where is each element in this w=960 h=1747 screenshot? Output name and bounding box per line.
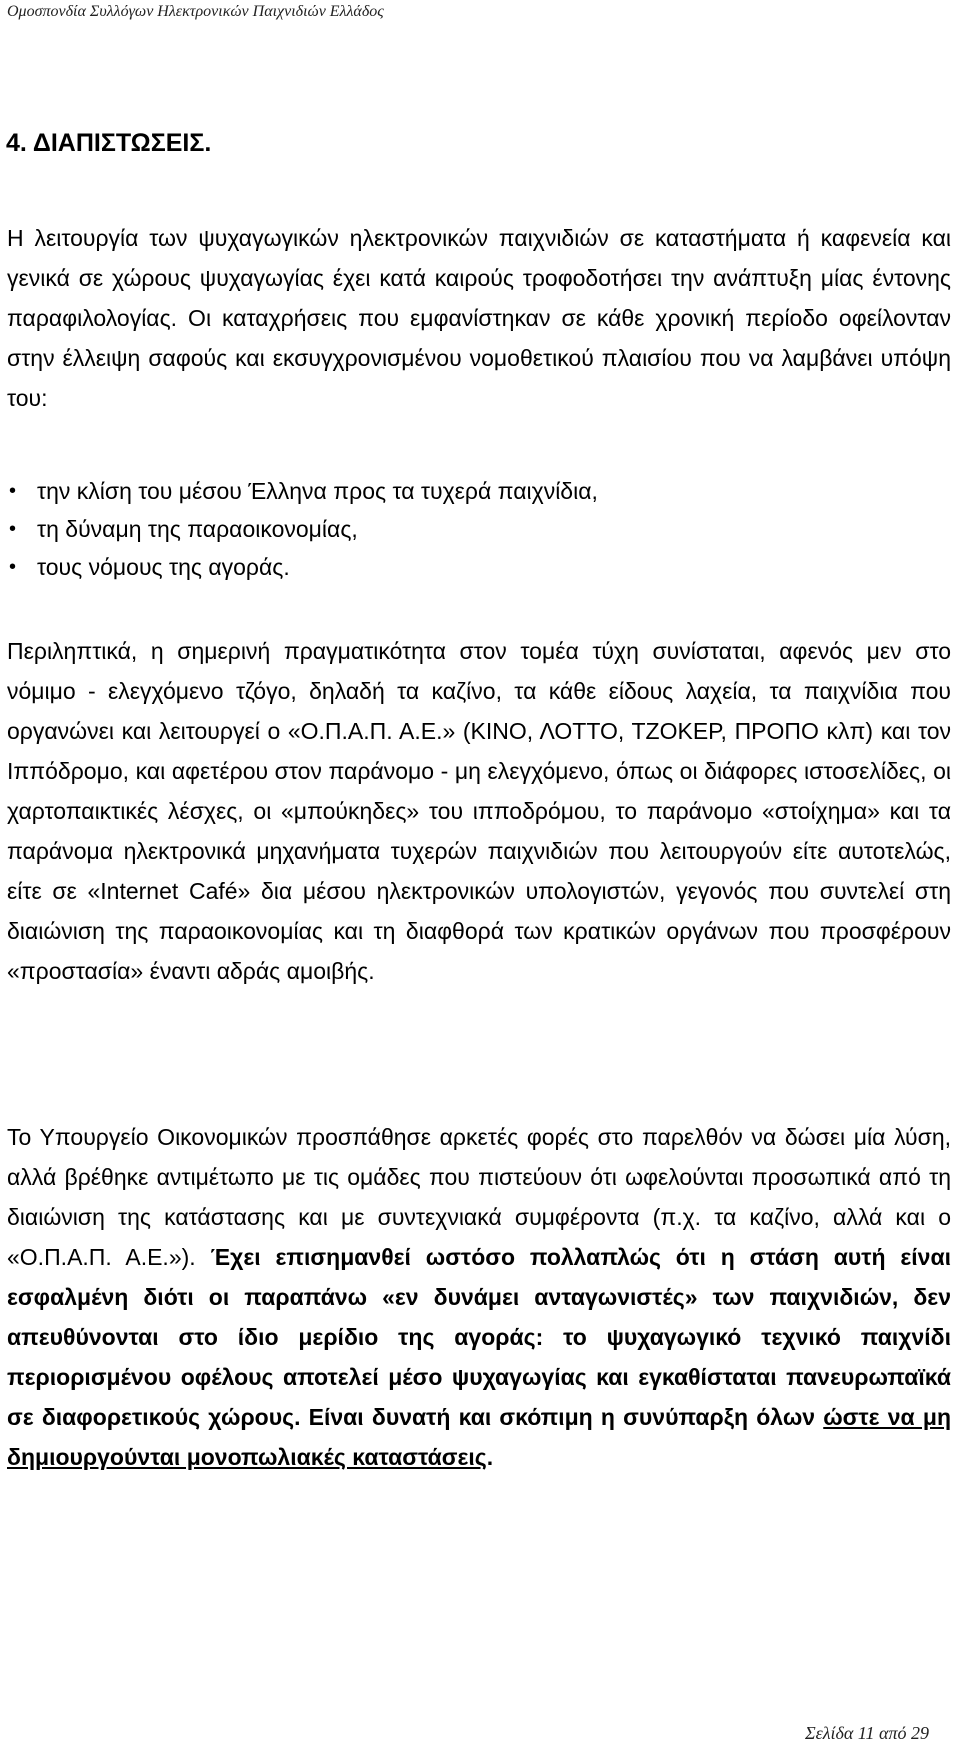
paragraph-ministry-emphasis: Έχει επισημανθεί ωστόσο πολλαπλώς ότι η στάση αυτή είναι εσφαλμένη διότι οι παραπάνω «εν δυνάμει ανταγωνιστές» των παιχνιδιών, δεν απευθύνονται στο ίδιο μερίδιο της αγοράς: το ψυχαγωγικό τεχνικό παιχνίδι περιορισμένου οφέλους αποτελεί μέσο ψυχαγωγίας και εγκαθίσταται πανευρωπαϊκά σε διαφορετικούς χώρους. Είναι δυνατή και σκόπιμη η συνύπαρξη όλων xyxy=(7,1244,951,1430)
bullet-text: την κλίση του μέσου Έλληνα προς τα τυχερά παιχνίδια, xyxy=(37,478,598,504)
paragraph-ministry-end: . xyxy=(486,1444,494,1470)
paragraph-intro: Η λειτουργία των ψυχαγωγικών ηλεκτρονικών παιχνιδιών σε καταστήματα ή καφενεία και γενικά σε χώρους ψυχαγωγίας έχει κατά καιρούς τροφοδοτήσει την ανάπτυξη μίας έντονης παραφιλολογίας. Οι καταχρήσεις που εμφανίστηκαν σε κάθε χρονική περίοδο οφείλονταν στην έλλειψη σαφούς και εκσυγχρονισμένου νομοθετικού πλαισίου που να λαμβάνει υπόψη του: xyxy=(7,225,951,411)
bullet-icon: • xyxy=(9,480,17,502)
page-number: Σελίδα 11 από 29 xyxy=(804,1723,929,1743)
paragraph-summary: Περιληπτικά, η σημερινή πραγματικότητα στον τομέα τύχη συνίσταται, αφενός μεν στο νόμιμο - ελεγχόμενο τζόγο, δηλαδή τα καζίνο, τα κάθε είδους λαχεία, τα παιχνίδια που οργανώνει και λειτουργεί ο «Ο.Π.Α.Π. Α.Ε.» (ΚΙΝΟ, ΛΟΤΤΟ, ΤΖΟΚΕΡ, ΠΡΟΠΟ κλπ) και τον Ιππόδρομο, και αφετέρου στον παράνομο - μη ελεγχόμενο, όπως οι διάφορες ιστοσελίδες, οι χαρτοπαικτικές λέσχες, οι «μπούκηδες» του ιπποδρόμου, το παράνομο «στοίχημα» και τα παράνομα ηλεκτρονικά μηχανήματα τυχερών παιχνιδιών που λειτουργούν είτε αυτοτελώς, είτε σε «Internet Café» δια μέσου ηλεκτρονικών υπολογιστών, γεγονός που συντελεί στη διαιώνιση της παραοικονομίας και τη διαφθορά των κρατικών οργάνων που προσφέρουν «προστασία» έναντι αδράς αμοιβής. xyxy=(7,638,951,984)
bullet-item xyxy=(0,510,561,548)
paragraph-ministry-normal: Το Υπουργείο Οικονομικών προσπάθησε αρκετές φορές στο παρελθόν να δώσει μία λύση, αλλά βρέθηκε αντιμέτωπο με τις ομάδες που πιστεύουν ότι ωφελούνται προσωπικά από τη διαιώνιση της κατάστασης και με συντεχνιακά συμφέροντα (π.χ. τα καζίνο, αλλά και ο «Ο.Π.Α.Π. Α.Ε.»). xyxy=(7,1124,951,1270)
bullet-item xyxy=(0,548,561,586)
bullet-item xyxy=(0,472,598,510)
bullet-icon: • xyxy=(9,518,17,540)
bullet-icon: • xyxy=(9,556,17,578)
bullet-text: τους νόμους της αγοράς. xyxy=(37,554,290,580)
section-heading: 4. ΔΙΑΠΙΣΤΩΣΕΙΣ. xyxy=(6,129,212,157)
bullet-text: τη δύναμη της παραοικονομίας, xyxy=(37,516,358,542)
running-header: Ομοσπονδία Συλλόγων Ηλεκτρονικών Παιχνιδιών Ελλάδος xyxy=(7,3,384,20)
bullet-list xyxy=(0,472,598,586)
paragraph-ministry-underlined: ώστε να μη δημιουργούνται μονοπωλιακές καταστάσεις xyxy=(7,1404,951,1470)
paragraph-ministry xyxy=(7,1117,951,1477)
